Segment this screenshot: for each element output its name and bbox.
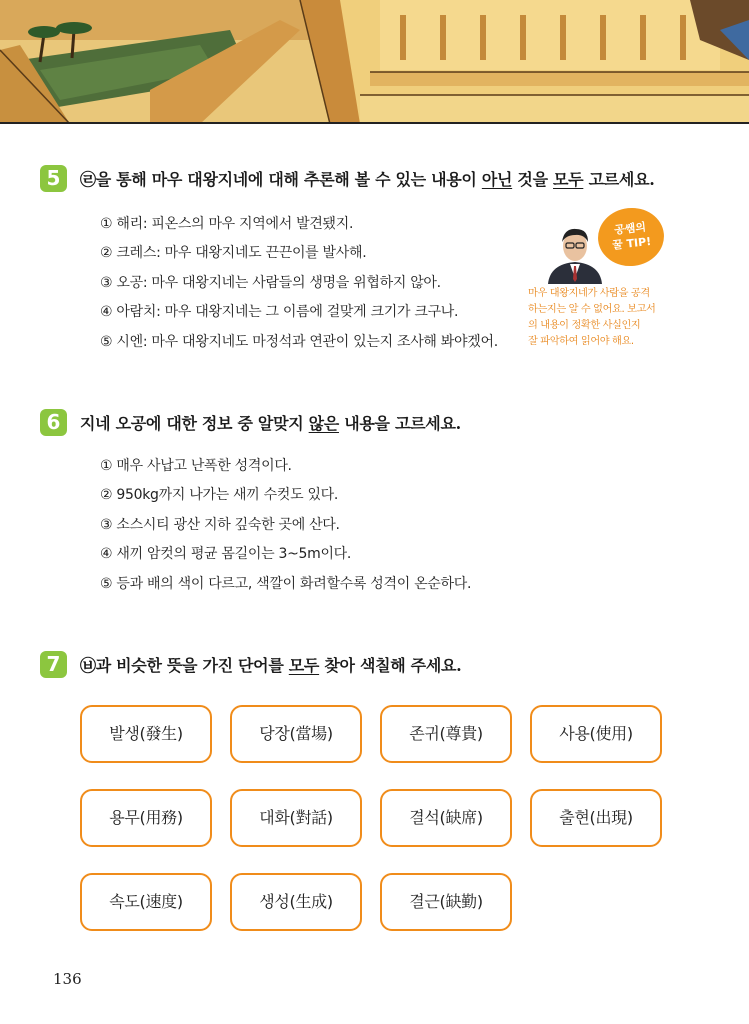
tip-badge-line: 공쌤의 <box>613 220 647 237</box>
word-box[interactable]: 속도(速度) <box>80 873 212 931</box>
question-6-options <box>100 452 471 599</box>
word-box[interactable]: 당장(當場) <box>230 705 362 763</box>
tip-line: 하는지는 알 수 없어요. 보고서 <box>528 304 656 315</box>
tip-text <box>528 286 678 350</box>
page-number: 136 <box>53 970 82 988</box>
prompt-underlined: 모두 <box>553 170 584 189</box>
tip-line: 마우 대왕지네가 사람을 공격 <box>528 288 650 299</box>
answer-option[interactable]: ④ 아람치: 마우 대왕지네는 그 이름에 걸맞게 크기가 크구나. <box>100 304 459 321</box>
word-box[interactable]: 결석(缺席) <box>380 789 512 847</box>
word-box[interactable]: 발생(發生) <box>80 705 212 763</box>
word-box[interactable]: 사용(使用) <box>530 705 662 763</box>
word-box[interactable]: 출현(出現) <box>530 789 662 847</box>
prompt-text: 고르세요. <box>583 170 655 189</box>
question-number-badge: 7 <box>40 651 67 678</box>
answer-option[interactable]: ① 매우 사납고 난폭한 성격이다. <box>100 458 292 474</box>
prompt-text: 것을 <box>512 170 554 189</box>
answer-option[interactable]: ⑤ 등과 배의 색이 다르고, 색깔이 화려할수록 성격이 온순하다. <box>100 575 472 592</box>
answer-option[interactable]: ③ 소스시티 광산 지하 깊숙한 곳에 산다. <box>100 516 340 533</box>
answer-option[interactable]: ② 950kg까지 나가는 새끼 수컷도 있다. <box>100 487 339 504</box>
word-box[interactable]: 용무(用務) <box>80 789 212 847</box>
word-box[interactable]: 결근(缺勤) <box>380 873 512 931</box>
question-prompt <box>80 411 461 434</box>
answer-option[interactable]: ⑤ 시엔: 마우 대왕지네도 마정석과 연관이 있는지 조사해 봐야겠어. <box>100 333 498 350</box>
prompt-underlined: 모두 <box>288 656 320 675</box>
word-box[interactable]: 생성(生成) <box>230 873 362 931</box>
prompt-text: ㉥과 비슷한 뜻을 가진 단어를 <box>80 656 289 675</box>
prompt-text: ㉣을 통해 마우 대왕지네에 대해 추론해 볼 수 있는 내용이 <box>80 170 482 189</box>
tip-line: 잘 파악하여 읽어야 해요. <box>528 336 634 347</box>
answer-option[interactable]: ③ 오공: 마우 대왕지네는 사람들의 생명을 위협하지 않아. <box>100 274 441 291</box>
answer-option[interactable]: ② 크레스: 마우 대왕지네도 끈끈이를 발사해. <box>100 245 367 262</box>
word-box[interactable]: 존귀(尊貴) <box>380 705 512 763</box>
header-illustration <box>0 0 749 124</box>
question-prompt <box>80 167 655 190</box>
tip-line: 의 내용이 정확한 사실인지 <box>528 320 641 331</box>
question-number-badge: 6 <box>40 409 67 436</box>
answer-option[interactable]: ④ 새끼 암컷의 평균 몸길이는 3~5m이다. <box>100 546 352 563</box>
word-box[interactable]: 대화(對話) <box>230 789 362 847</box>
prompt-underlined: 아닌 <box>481 170 513 189</box>
answer-option[interactable]: ① 해리: 피온스의 마우 지역에서 발견됐지. <box>100 216 354 232</box>
prompt-underlined: 않은 <box>308 414 339 433</box>
question-prompt <box>80 653 461 676</box>
prompt-text: 내용을 고르세요. <box>338 414 461 433</box>
question-number-badge: 5 <box>40 165 67 192</box>
tip-badge-line: 꿀 TIP! <box>611 234 652 252</box>
prompt-text: 찾아 색칠해 주세요. <box>319 656 462 675</box>
prompt-text: 지네 오공에 대한 정보 중 알맞지 <box>80 414 309 433</box>
question-5-options <box>100 210 498 357</box>
palace-illustration <box>0 0 749 124</box>
teacher-tip <box>528 208 678 358</box>
